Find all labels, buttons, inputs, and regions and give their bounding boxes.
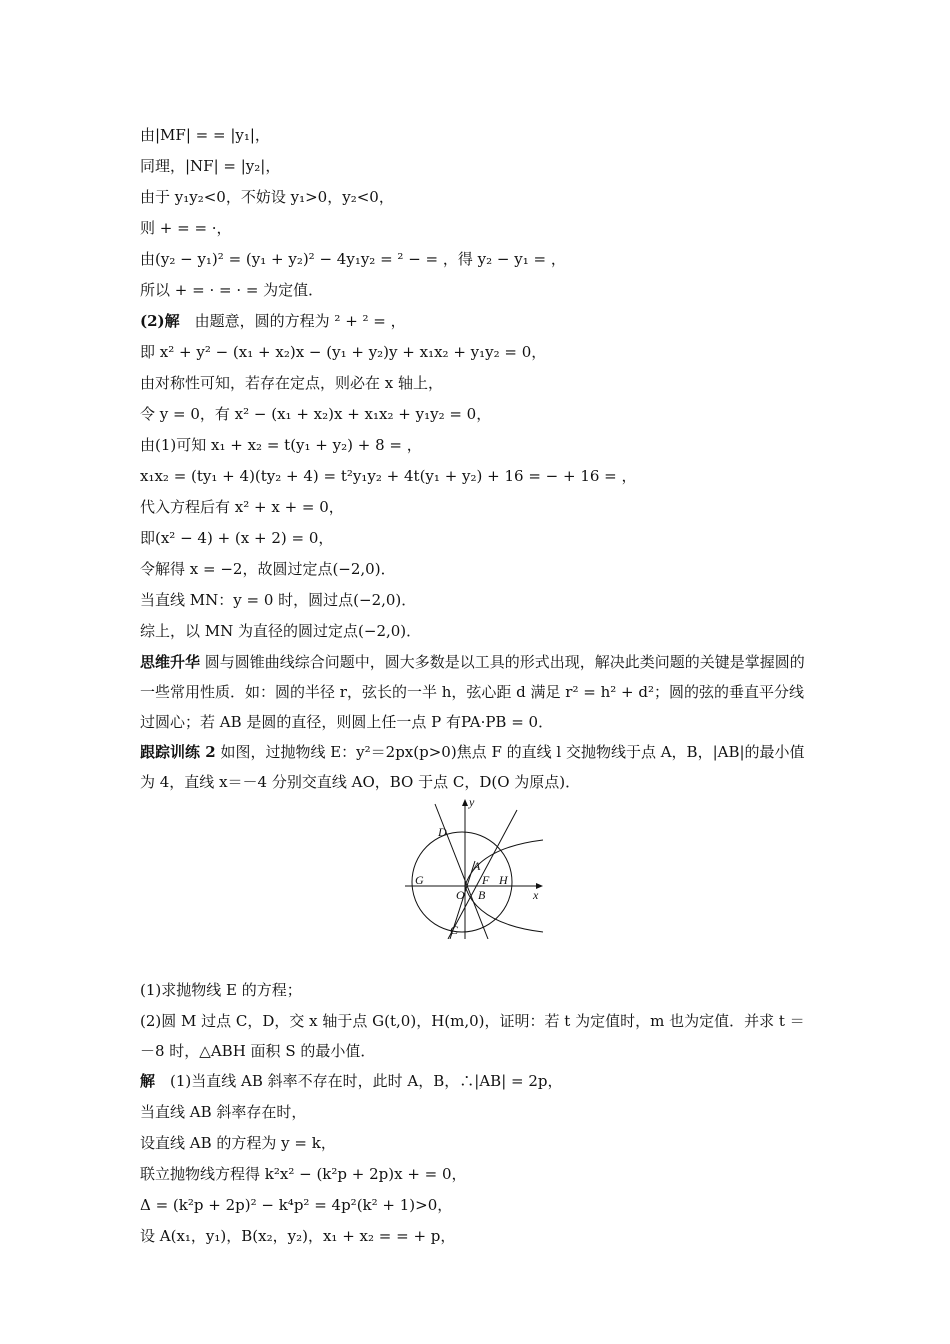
question-1: (1)求抛物线 E 的方程； (140, 981, 302, 999)
y-axis-arrow-icon (462, 799, 468, 806)
label-h: H (499, 873, 508, 887)
text-line: 同理，|NF| = |y₂|， (140, 157, 281, 175)
text-line: 设直线 AB 的方程为 y = k， (140, 1134, 336, 1152)
solution-text: (1)当直线 AB 斜率不存在时，此时 A，B，∴|AB| = 2p， (155, 1072, 563, 1090)
text-line: 所以 + = · = · = 为定值． (140, 281, 324, 299)
sublimation-label: 思维升华 (140, 653, 201, 671)
text-line: 综上，以 MN 为直径的圆过定点(−2,0)． (140, 622, 422, 640)
text-line: 联立抛物线方程得 k²x² − (k²p + 2p)x + = 0， (140, 1165, 467, 1183)
part-2-line (140, 306, 812, 337)
text-line: 即 x² + y² − (x₁ + x₂)x − (y₁ + y₂)y + x₁x₂ + y₁y₂ = 0， (140, 343, 547, 361)
label-a: A (473, 859, 481, 873)
part-2-label: (2)解 (140, 312, 180, 330)
text-line: 即(x² − 4) + (x + 2) = 0， (140, 529, 334, 547)
text-line: 令 y = 0，有 x² − (x₁ + x₂)x + x₁x₂ + y₁y₂ = 0， (140, 405, 492, 423)
label-g: G (415, 873, 424, 887)
sublimation-text: 圆与圆锥曲线综合问题中，圆大多数是以工具的形式出现，解决此类问题的关键是掌握圆的一些常用性质．如：圆的半径 r，弦长的一半 h，弦心距 d 满足 r² = h² + d²；圆的弦的垂直平分线过圆心；若 AB 是圆的直径，则圆上任一点 P 有PA·PB = 0． (140, 653, 805, 731)
text-line: 代入方程后有 x² + x + = 0， (140, 498, 344, 516)
document-body (140, 120, 812, 1252)
training-text: 如图，过抛物线 E：y²＝2px(p>0)焦点 F 的直线 l 交抛物线于点 A，B，|AB|的最小值为 4，直线 x＝－4 分别交直线 AO，BO 于点 C，D(O 为原点)． (140, 743, 805, 791)
training-label: 跟踪训练 2 (140, 743, 216, 761)
solution-label: 解 (140, 1072, 156, 1090)
geometry-figure (405, 796, 545, 939)
label-d: D (438, 825, 447, 839)
text-line: 由|MF| = = |y₁|， (140, 126, 270, 144)
solution-line (140, 1066, 812, 1097)
label-f: F (482, 873, 490, 887)
training-paragraph (140, 737, 812, 797)
figure-svg (405, 796, 545, 939)
text-line: 则 + = = ·， (140, 219, 232, 237)
label-b: B (478, 888, 486, 902)
text-line: Δ = (k²p + 2p)² − k⁴p² = 4p²(k² + 1)>0， (140, 1196, 453, 1214)
text-line: 由对称性可知，若存在定点，则必在 x 轴上， (140, 374, 443, 392)
text-line: 令解得 x = −2，故圆过定点(−2,0)． (140, 560, 396, 578)
text-line: 设 A(x₁，y₁)，B(x₂，y₂)，x₁ + x₂ = = + p， (140, 1227, 456, 1245)
text-line: 当直线 MN：y = 0 时，圆过点(−2,0)． (140, 591, 417, 609)
part-2-text: 由题意，圆的方程为 ² + ² = ， (179, 312, 406, 330)
label-y: y (469, 796, 475, 809)
question-2: (2)圆 M 过点 C，D，交 x 轴于点 G(t,0)，H(m,0)，证明：若 t 为定值时，m 也为定值．并求 t ＝－8 时，△ABH 面积 S 的最小值． (140, 1012, 805, 1060)
text-line: x₁x₂ = (ty₁ + 4)(ty₂ + 4) = t²y₁y₂ + 4t(y₁ + y₂) + 16 = − + 16 = ， (140, 467, 637, 485)
text-line: 由(y₂ − y₁)² = (y₁ + y₂)² − 4y₁y₂ = ² − = ，得 y₂ − y₁ = ， (140, 250, 566, 268)
label-o: O (456, 888, 465, 902)
label-x: x (533, 888, 539, 902)
text-line: 由于 y₁y₂<0，不妨设 y₁>0，y₂<0， (140, 188, 394, 206)
text-line: 当直线 AB 斜率存在时， (140, 1103, 307, 1121)
sublimation-paragraph (140, 647, 812, 737)
label-c: C (450, 923, 459, 937)
text-line: 由(1)可知 x₁ + x₂ = t(y₁ + y₂) + 8 = ， (140, 436, 422, 454)
